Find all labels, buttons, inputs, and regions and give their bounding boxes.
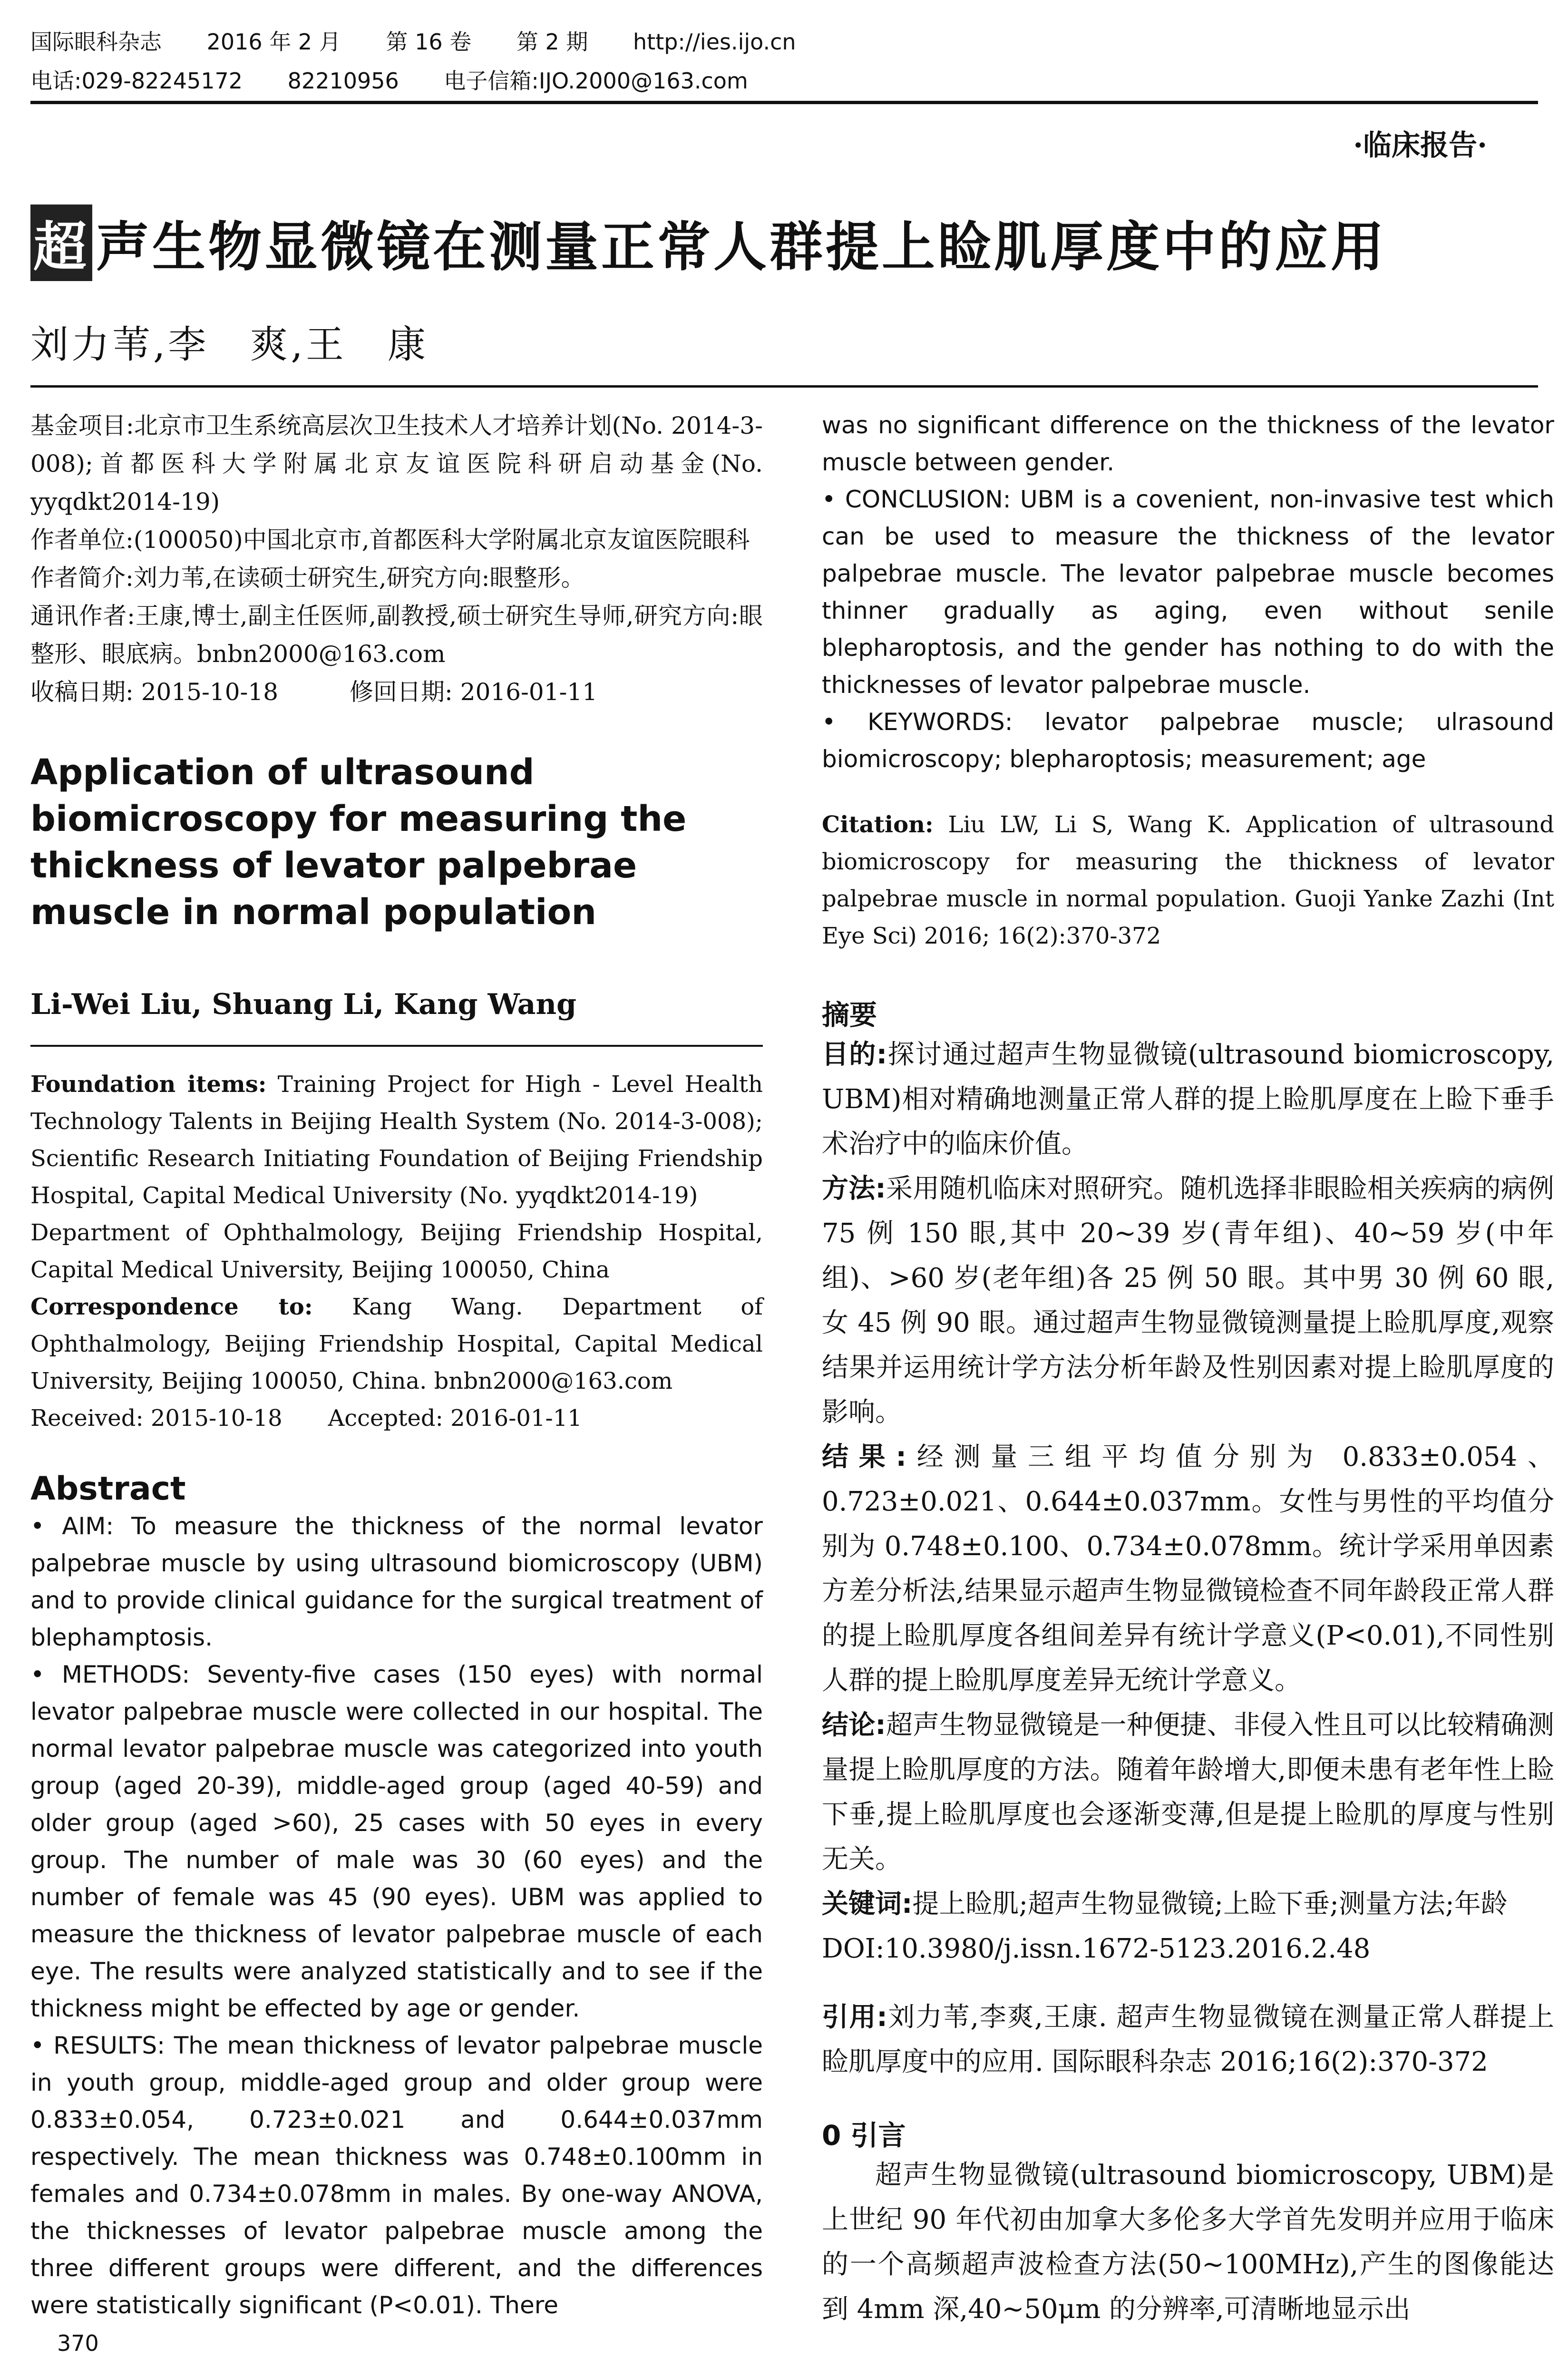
intro-heading: 0 引言 [822, 2119, 906, 2152]
aim-cn-label: 目的: [822, 1039, 887, 1070]
citation-text: Liu LW, Li S, Wang K. Application of ultrasound biomicroscopy for measuring the thickness of levator palpebrae muscle in normal population. Guoji Yanke Zazhi (Int Eye Sci) 2016; 16(2):370-372 [822, 811, 1554, 949]
unit-cn: 作者单位:(100050)中国北京市,首都医科大学附属北京友谊医院眼科 [30, 526, 750, 554]
conclusion-cn [822, 1703, 1554, 1882]
cite-cn [822, 1995, 1554, 2085]
phone: 电话:029-82245172 [30, 68, 243, 94]
citation-en [822, 806, 1554, 955]
doi[interactable]: DOI:10.3980/j.issn.1672-5123.2016.2.48 [822, 1933, 1371, 1964]
journal-url[interactable]: http://ies.ijo.cn [633, 29, 796, 55]
authors-cn: 刘力苇,李 爽,王 康 [30, 322, 429, 367]
journal-header-line1 [30, 28, 834, 56]
methods-cn [822, 1167, 1554, 1435]
abstract-conclusion: • CONCLUSION: UBM is a covenient, non-invasive test which can be used to measure the thickness of the levator palpebrae muscle. The levator palpebrae muscle becomes thinner gradually as aging, even without senile blepharoptosis, and the gender has nothing to do with the thicknesses of levator palpebrae muscle. [822, 486, 1554, 699]
header-divider [30, 101, 1538, 104]
methods-cn-label: 方法: [822, 1173, 886, 1204]
issue: 第 2 期 [516, 29, 588, 55]
conclusion-cn-label: 结论: [822, 1710, 886, 1741]
correspondence-cn: 通讯作者:王康,博士,副主任医师,副教授,硕士研究生导师,研究方向:眼整形、眼底病。bnbn2000@163.com [30, 602, 763, 668]
title-divider [30, 385, 1538, 388]
keywords-cn [822, 1882, 1554, 1927]
authors-divider [30, 1045, 763, 1047]
phone-2: 82210956 [287, 68, 399, 94]
citation-label: Citation: [822, 811, 934, 838]
title-first-char: 超 [30, 205, 92, 281]
foundation-en [30, 1066, 763, 1214]
methods-cn-text: 采用随机临床对照研究。随机选择非眼睑相关疾病的病例 75 例 150 眼,其中 20~39 岁(青年组)、40~59 岁(中年组)、>60 岁(老年组)各 25 例 50 眼。其中男 30 例 60 眼,女 45 例 90 眼。通过超声生物显微镜测量提上睑肌厚度,观察结果并运用统计学方法分析年龄及性别因素对提上睑肌厚度的影响。 [822, 1173, 1554, 1428]
email[interactable]: 电子信箱:IJO.2000@163.com [444, 68, 748, 94]
foundation-cn: 基金项目:北京市卫生系统高层次卫生技术人才培养计划(No. 2014-3-008);首都医科大学附属北京友谊医院科研启动基金(No. yyqdkt2014-19) [30, 412, 763, 516]
cite-cn-text: 刘力苇,李爽,王康. 超声生物显微镜在测量正常人群提上睑肌厚度中的应用. 国际眼科杂志 2016;16(2):370-372 [822, 2002, 1554, 2077]
dept-en: Department of Ophthalmology, Beijing Friendship Hospital, Capital Medical University, Beijing 100050, China [30, 1219, 763, 1283]
foundation-text: Training Project for High - Level Health Technology Talents in Beijing Health System (No. 2014-3-008); Scientific Research Initiating Foundation of Beijing Friendship Hospital, Capital Medical University (No. yyqdkt2014-19) [30, 1071, 763, 1209]
abstract-results: • RESULTS: The mean thickness of levator palpebrae muscle in youth group, middle-aged group and older group were 0.833±0.054, 0.723±0.021 and 0.644±0.037mm respectively. The mean thickness was 0.748±0.100mm in females and 0.734±0.078mm in males. By one-way ANOVA, the thicknesses of levator palpebrae muscle among the three different groups were different, and the differences were statistically significant (P<0.01). There [30, 2032, 763, 2319]
correspondence-text: Kang Wang. Department of Ophthalmology, Beijing Friendship Hospital, Capital Medical University, Beijing 100050, China. bnbn2000@163.com [30, 1294, 763, 1394]
results-cn [822, 1435, 1554, 1703]
intro-text: 超声生物显微镜(ultrasound biomicroscopy, UBM)是上世纪 90 年代初由加拿大多伦多大学首先发明并应用于临床的一个高频超声波检查方法(50~100MHz),产生的图像能达到 4mm 深,40~50μm 的分辨率,可清晰地显示出 [822, 2160, 1554, 2325]
section-tag: ·临床报告· [1353, 129, 1487, 162]
right-column [822, 407, 1554, 2332]
abstract-keywords: • KEYWORDS: levator palpebrae muscle; ulrasound biomicroscopy; blepharoptosis; measurement; age [822, 708, 1554, 773]
author-intro-cn: 作者简介:刘力苇,在读硕士研究生,研究方向:眼整形。 [30, 564, 585, 592]
aim-cn-text: 探讨通过超声生物显微镜(ultrasound biomicroscopy, UBM)相对精确地测量正常人群的提上睑肌厚度在上睑下垂手术治疗中的临床价值。 [822, 1039, 1554, 1159]
results-cn-label: 结果: [822, 1442, 906, 1472]
left-column [30, 407, 763, 2324]
abstract-aim: • AIM: To measure the thickness of the normal levator palpebrae muscle by using ultrasound biomicroscopy (UBM) and to provide clinical guidance for the surgical treatment of blephamptosis. [30, 1512, 763, 1651]
abstract-cn-heading: 摘要 [822, 999, 877, 1031]
received-en: Received: 2015-10-18 Accepted: 2016-01-11 [30, 1405, 582, 1432]
foundation-label: Foundation items: [30, 1071, 267, 1098]
results-cn-text: 经测量三组平均值分别为 0.833±0.054、0.723±0.021、0.644±0.037mm。女性与男性的平均值分别为 0.748±0.100、0.734±0.078mm。统计学采用单因素方差分析法,结果显示超声生物显微镜检查不同年龄段正常人群的提上睑肌厚度各组间差异有统计学意义(P<0.01),不同性别人群的提上睑肌厚度差异无统计学意义。 [822, 1442, 1554, 1696]
title-rest: 声生物显微镜在测量正常人群提上睑肌厚度中的应用 [96, 216, 1387, 278]
abstract-methods: • METHODS: Seventy-five cases (150 eyes) with normal levator palpebrae muscle were collected in our hospital. The normal levator palpebrae muscle was categorized into youth group (aged 20-39), middle-aged group (aged 40-59) and older group (aged >60), 25 cases with 50 eyes in every group. The number of male was 30 (60 eyes) and the number of female was 45 (90 eyes). UBM was applied to measure the thickness of levator palpebrae muscle of each eye. The results were analyzed statistically and to see if the thickness might be effected by age or gender. [30, 1661, 763, 2022]
page-title [30, 205, 1538, 281]
conclusion-cn-text: 超声生物显微镜是一种便捷、非侵入性且可以比较精确测量提上睑肌厚度的方法。随着年龄增大,即便未患有老年性上睑下垂,提上睑肌厚度也会逐渐变薄,但是提上睑肌的厚度与性别无关。 [822, 1710, 1554, 1875]
cite-cn-label: 引用: [822, 2002, 887, 2033]
journal-name: 国际眼科杂志 [30, 29, 162, 55]
abstract-results-cont: was no significant difference on the thickness of the levator muscle between gender. [822, 411, 1554, 476]
correspondence-label: Correspondence to: [30, 1294, 313, 1320]
keywords-cn-label: 关键词: [822, 1889, 913, 1919]
abstract-heading: Abstract [30, 1470, 186, 1508]
aim-cn [822, 1033, 1554, 1167]
english-authors: Li-Wei Liu, Shuang Li, Kang Wang [30, 988, 577, 1021]
issue-date: 2016 年 2 月 [206, 29, 341, 55]
english-title: Application of ultrasound biomicroscopy for measuring the thickness of levator palpebrae muscle in normal population [30, 752, 687, 933]
correspondence-en [30, 1288, 763, 1400]
keywords-cn-text: 提上睑肌;超声生物显微镜;上睑下垂;测量方法;年龄 [912, 1889, 1508, 1919]
journal-header-line2 [30, 67, 786, 95]
dates-cn: 收稿日期: 2015-10-18 修回日期: 2016-01-11 [30, 678, 598, 706]
volume: 第 16 卷 [386, 29, 472, 55]
page-number: 370 [57, 2330, 99, 2356]
